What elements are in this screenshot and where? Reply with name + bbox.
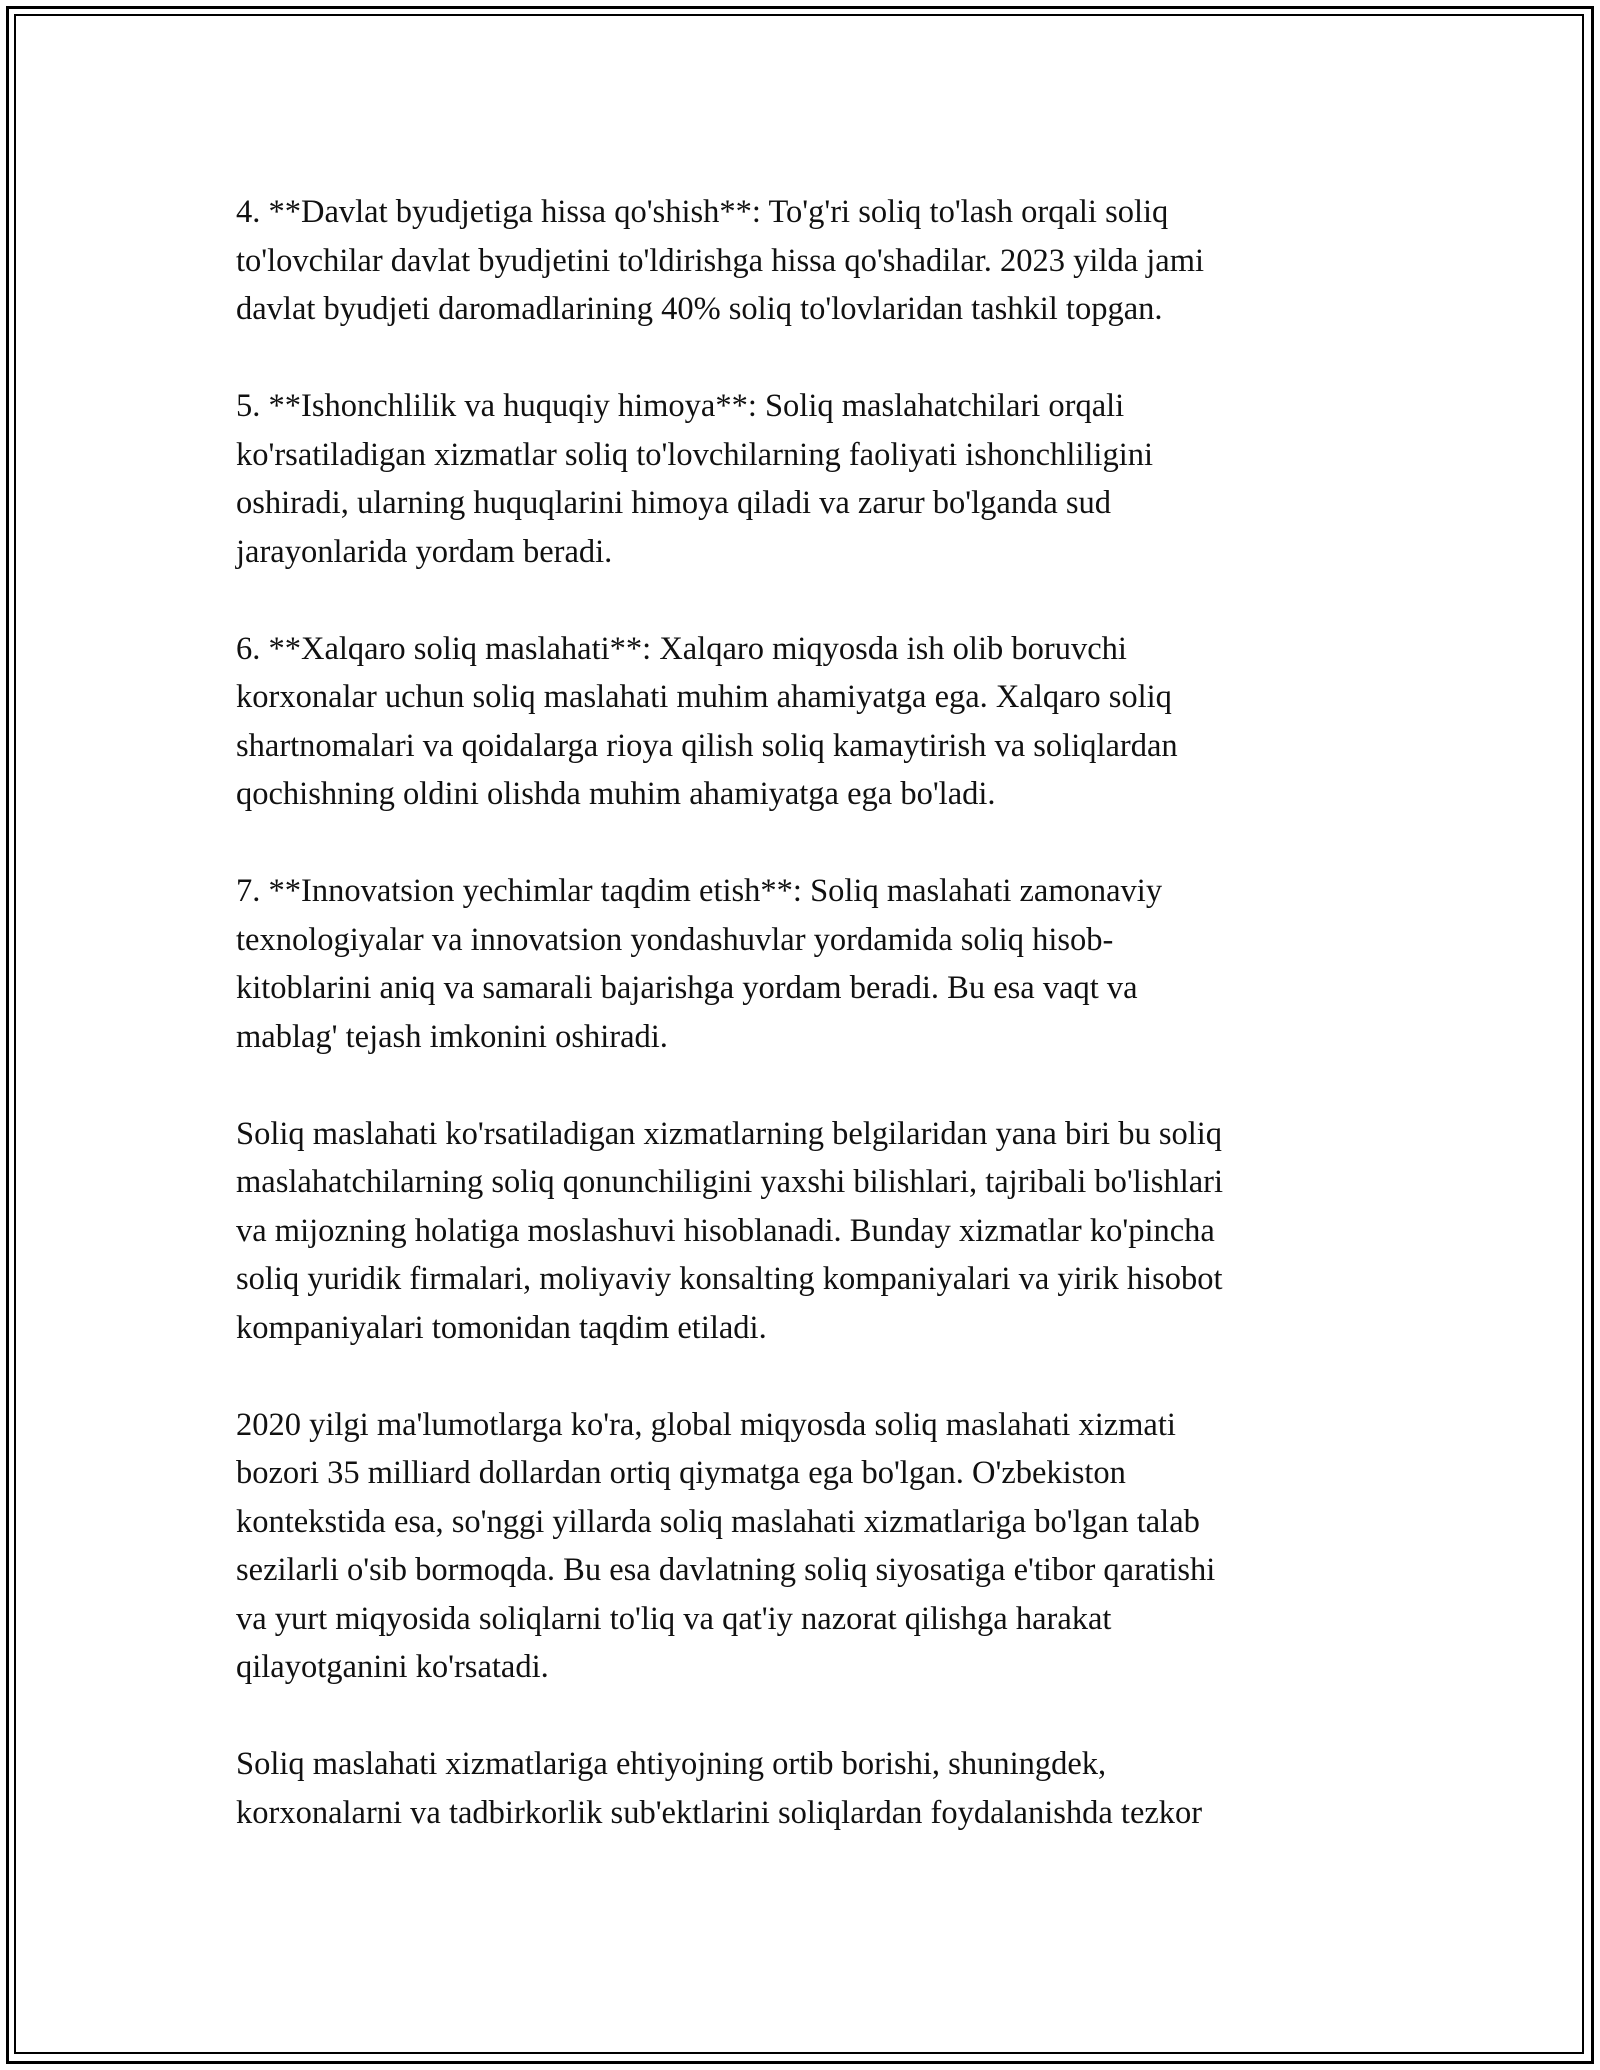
paragraph-reliability-legal-protection: 5. **Ishonchlilik va huquqiy himoya**: Soliq maslahatchilari orqali ko'rsatiladigan xizmatlar soliq to'lovchilarning faoliyati ishonchliligini oshiradi, ularning huquqlarini himoya qiladi va zarur bo'lganda sud jarayonlarida yordam beradi.: [236, 388, 1154, 570]
document-body: [236, 188, 1356, 1837]
paragraph-service-features: Soliq maslahati ko'rsatiladigan xizmatlarning belgilaridan yana biri bu soliq maslahatchilarning soliq qonunchiligini yaxshi bilishlari, tajribali bo'lishlari va mijozning holatiga moslashuvi hisoblanadi. Bunday xizmatlar ko'pincha soliq yuridik firmalari, moliyaviy konsalting kompaniyalari va yirik hisobot kompaniyalari tomonidan taqdim etiladi.: [236, 1115, 1224, 1346]
paragraph-growing-demand: Soliq maslahati xizmatlariga ehtiyojning ortib borishi, shuningdek, korxonalarni va tadbirkorlik sub'ektlarini soliqlardan foydalanishda tezkor: [236, 1746, 1203, 1831]
paragraph-innovative-solutions: 7. **Innovatsion yechimlar taqdim etish**: Soliq maslahati zamonaviy texnologiyalar va innovatsion yondashuvlar yordamida soliq hisob- kitoblarini aniq va samarali bajarishga yordam beradi. Bu esa vaqt va mablag' tejash imkonini oshiradi.: [236, 873, 1163, 1055]
paragraph-budget-contribution: 4. **Davlat byudjetiga hissa qo'shish**: To'g'ri soliq to'lash orqali soliq to'lovchilar davlat byudjetini to'ldirishga hissa qo'shadilar. 2023 yilda jami davlat byudjeti daromadlarining 40% soliq to'lovlaridan tashkil topgan.: [236, 194, 1205, 327]
paragraph-international-tax-advice: 6. **Xalqaro soliq maslahati**: Xalqaro miqyosda ish olib boruvchi korxonalar uchun soliq maslahati muhim ahamiyatga ega. Xalqaro soliq shartnomalari va qoidalarga rioya qilish soliq kamaytirish va soliqlardan qochishning oldini olishda muhim ahamiyatga ega bo'ladi.: [236, 630, 1178, 812]
paragraph-market-statistics: 2020 yilgi ma'lumotlarga ko'ra, global miqyosda soliq maslahati xizmati bozori 35 milliard dollardan ortiq qiymatga ega bo'lgan. O'zbekiston kontekstida esa, so'nggi yillarda soliq maslahati xizmatlariga bo'lgan talab sezilarli o'sib bormoqda. Bu esa davlatning soliq siyosatiga e'tibor qaratishi va yurt miqyosida soliqlarni to'liq va qat'iy nazorat qilishga harakat qilayotganini ko'rsatadi.: [236, 1406, 1216, 1685]
